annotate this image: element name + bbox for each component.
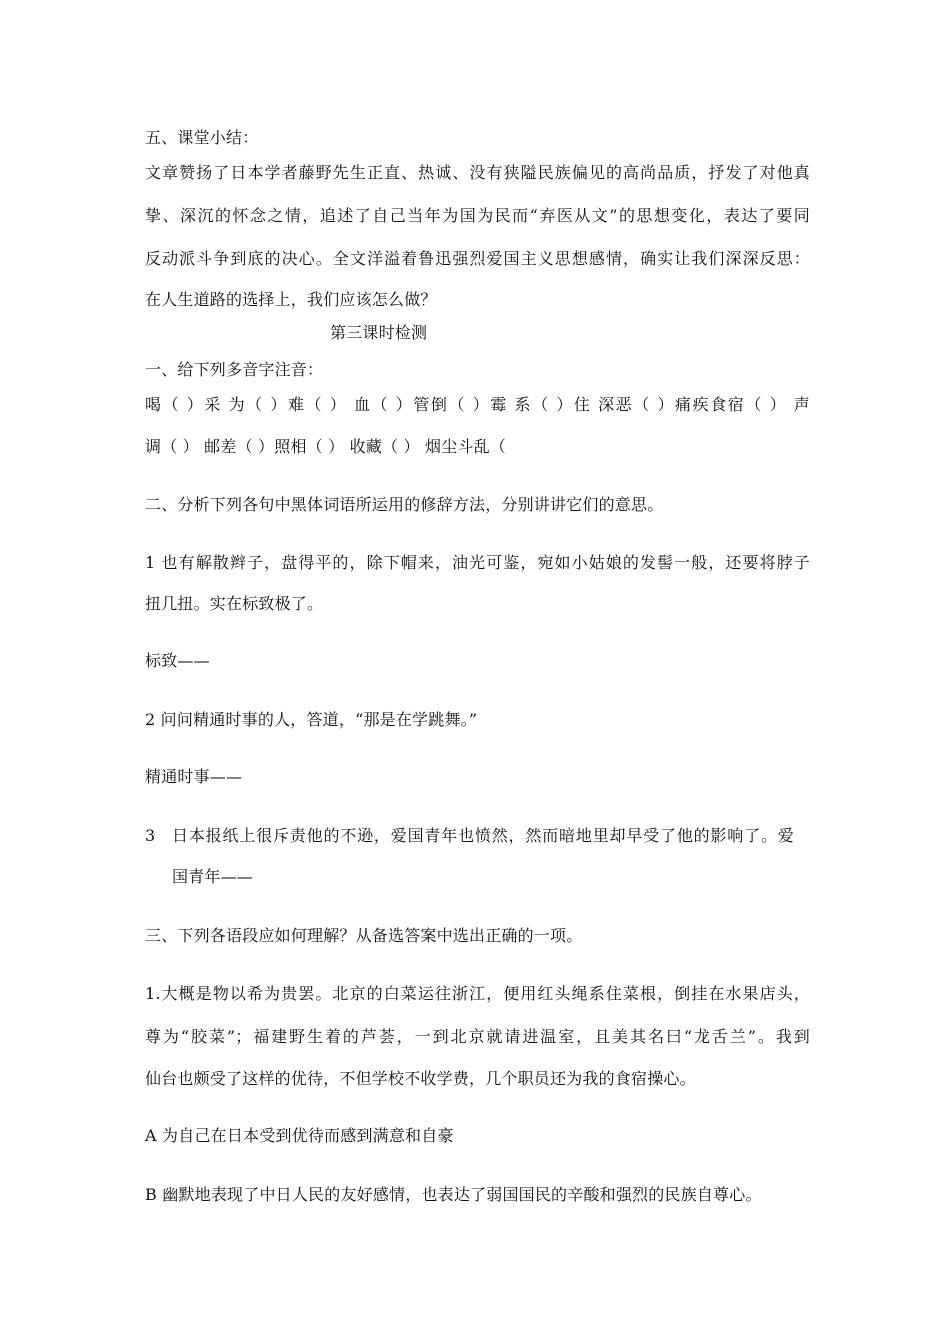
section2-q3-answer: 国青年—— bbox=[172, 867, 254, 886]
section2-q1-line: 扭几扭。实在标致极了。 bbox=[145, 594, 324, 613]
section1-line: 调（ ） 邮差（ ）照相（ ） 收藏（ ） 烟尘斗乱（ bbox=[145, 437, 507, 456]
section2-q2-answer: 精通时事—— bbox=[145, 767, 243, 786]
summary-line: 反动派斗争到底的决心。全文洋溢着鲁迅强烈爱国主义思想感情，确实让我们深深反思： bbox=[145, 249, 810, 268]
summary-line: 在人生道路的选择上，我们应该怎么做？ bbox=[145, 290, 437, 309]
section2-q1-answer: 标致—— bbox=[145, 651, 210, 670]
section1-heading: 一、给下列多音字注音： bbox=[145, 360, 324, 379]
section3-heading: 三、下列各语段应如何理解？从备选答案中选出正确的一项。 bbox=[145, 926, 583, 945]
section3-option-b: B 幽默地表现了中日人民的友好感情，也表达了弱国国民的辛酸和强烈的民族自尊心。 bbox=[145, 1185, 762, 1204]
section2-q3-line: 日本报纸上很斥责他的不逊，爱国青年也愤然，然而暗地里却早受了他的影响了。爱 bbox=[172, 826, 794, 845]
section2-heading: 二、分析下列各句中黑体词语所运用的修辞方法，分别讲讲它们的意思。 bbox=[145, 495, 664, 514]
section3-q1-line: 仙台也颇受了这样的优待，不但学校不收学费，几个职员还为我的食宿操心。 bbox=[145, 1069, 696, 1088]
test-title: 第三课时检测 bbox=[330, 323, 428, 342]
summary-line: 文章赞扬了日本学者藤野先生正直、热诚、没有狭隘民族偏见的高尚品质，抒发了对他真 bbox=[145, 163, 810, 182]
section3-option-a: A 为自己在日本受到优待而感到满意和自豪 bbox=[145, 1126, 454, 1145]
summary-heading: 五、课堂小结： bbox=[145, 128, 259, 147]
section3-q1-line: 尊为“胶菜”；福建野生着的芦荟，一到北京就请进温室，且美其名曰“龙舌兰”。我到 bbox=[145, 1027, 810, 1046]
section2-q3-number: 3 bbox=[145, 826, 156, 845]
summary-line: 挚、深沉的怀念之情，追述了自己当年为国为民而“弃医从文”的思想变化，表达了要同 bbox=[145, 206, 810, 225]
section2-q1-line: 1 也有解散辫子，盘得平的，除下帽来，油光可鉴，宛如小姑娘的发髻一般，还要将脖子 bbox=[145, 553, 810, 572]
section3-q1-line: 1.大概是物以希为贵罢。北京的白菜运往浙江，便用红头绳系住菜根，倒挂在水果店头， bbox=[145, 984, 810, 1003]
section1-line: 喝（ ）采 为（ ）难（ ） 血（ ）管倒（ ）霉 系（ ）住 深恶（ ）痛疾食宿（ ） 声 bbox=[145, 395, 810, 414]
section2-q2: 2 问问精通时事的人，答道，“那是在学跳舞。” bbox=[145, 710, 478, 729]
